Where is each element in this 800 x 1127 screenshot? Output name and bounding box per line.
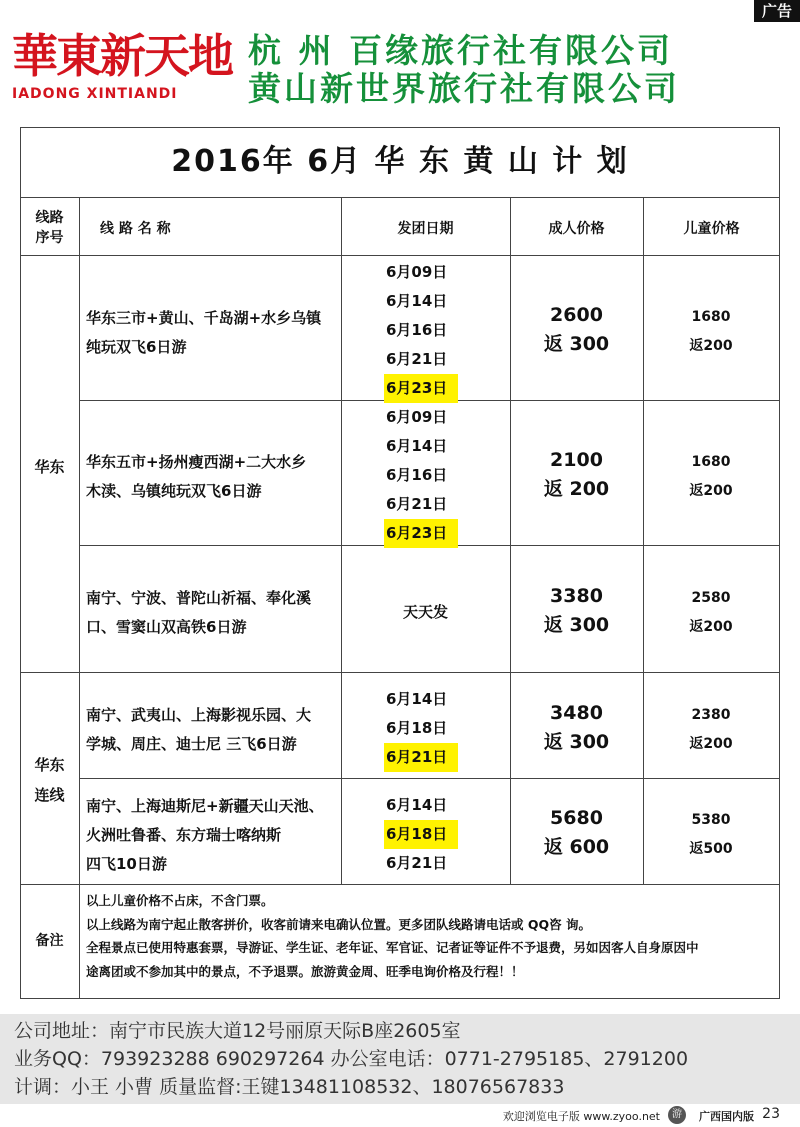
header bbox=[0, 22, 800, 110]
adult-price: 3480 返 300 bbox=[543, 702, 610, 753]
company-address: 公司地址：南宁市民族大道12号丽原天际B座2605室 bbox=[14, 1020, 461, 1042]
departure-date: 6月16日 bbox=[386, 466, 448, 484]
note-line: 以上儿童价格不占床，不含门票。 bbox=[86, 893, 274, 908]
departure-date-highlighted: 6月23日 bbox=[384, 519, 458, 548]
departure-date-highlighted: 6月23日 bbox=[384, 374, 458, 403]
grid-line bbox=[79, 778, 780, 779]
departure-date: 6月09日 bbox=[386, 408, 448, 426]
departure-daily: 天天发 bbox=[402, 603, 448, 621]
grid-line bbox=[20, 255, 780, 256]
departure-dates bbox=[384, 403, 458, 548]
child-price: 2380 返200 bbox=[689, 707, 733, 752]
note-line: 全程景点已使用特惠套票，导游证、学生证、老年证、军官证、记者证等证件不予退费，另如因客人自身原因中 bbox=[86, 940, 699, 955]
note-line: 途离团或不参加其中的景点，不予退票。旅游黄金周、旺季电询价格及行程！！ bbox=[86, 963, 524, 979]
child-price: 1680 返200 bbox=[689, 309, 733, 354]
website-text: 欢迎浏览电子版 www.zyoo.net bbox=[502, 1110, 660, 1123]
departure-date-highlighted: 6月18日 bbox=[384, 820, 458, 849]
route-name: 南宁、宁波、普陀山祈福、奉化溪 口、雪窦山双高铁6日游 bbox=[86, 589, 312, 636]
company-name-2: 黄山新世界旅行社有限公司 bbox=[248, 69, 680, 108]
company-name-1: 杭 州 百缘旅行社有限公司 bbox=[248, 31, 673, 70]
departure-dates bbox=[384, 685, 458, 772]
page-number: 23 bbox=[762, 1106, 780, 1122]
note-line: 以上线路为南宁起止散客拼价，收客前请来电确认位置。更多团队线路请电话或 QQ咨 询。 bbox=[86, 916, 591, 932]
departure-dates bbox=[384, 258, 458, 403]
adult-price: 3380 返 300 bbox=[543, 585, 610, 636]
notes-label: 备注 bbox=[35, 933, 64, 949]
departure-date: 6月14日 bbox=[386, 437, 448, 455]
child-price: 1680 返200 bbox=[689, 454, 733, 499]
departure-date: 6月21日 bbox=[386, 495, 448, 513]
column-header-adult: 成人价格 bbox=[548, 221, 605, 237]
grid-line bbox=[20, 197, 780, 198]
departure-date: 6月14日 bbox=[386, 690, 448, 708]
child-price: 5380 返500 bbox=[689, 812, 733, 857]
page-bottom-bar bbox=[0, 1104, 800, 1127]
departure-date: 6月21日 bbox=[386, 350, 448, 368]
contact-footer bbox=[0, 1014, 800, 1104]
column-header-seq: 线路 序号 bbox=[35, 210, 64, 246]
ad-tag: 广告 bbox=[754, 0, 800, 22]
departure-date: 6月18日 bbox=[386, 719, 448, 737]
edition-label: 广西国内版 bbox=[699, 1110, 754, 1123]
route-name: 华东五市+扬州瘦西湖+二大水乡 木渎、乌镇纯玩双飞6日游 bbox=[86, 453, 307, 500]
contact-numbers: 业务QQ：793923288 690297264 办公室电话：0771-2795185、2791200 bbox=[14, 1048, 689, 1070]
route-name: 南宁、武夷山、上海影视乐园、大 学城、周庄、迪士尼 三飞6日游 bbox=[86, 706, 312, 753]
route-name: 南宁、上海迪斯尼+新疆天山天池、 火洲吐鲁番、东方瑞士喀纳斯 四飞10日游 bbox=[86, 797, 324, 873]
grid-line bbox=[79, 197, 80, 999]
notes bbox=[86, 889, 776, 983]
group-label-huadong: 华东 bbox=[34, 458, 65, 476]
staff-contacts: 计调：小王 小曹 质量监督:王键13481108532、18076567833 bbox=[14, 1076, 565, 1098]
departure-date: 6月21日 bbox=[386, 854, 448, 872]
departure-date: 6月16日 bbox=[386, 321, 448, 339]
publisher-badge-icon: 游 bbox=[668, 1106, 686, 1124]
column-header-date: 发团日期 bbox=[397, 221, 454, 237]
departure-dates bbox=[384, 791, 458, 878]
group-label-huadong-lianxian: 华东 连线 bbox=[34, 756, 65, 804]
adult-price: 2600 返 300 bbox=[543, 304, 610, 355]
logo-subtitle: IADONG XINTIANDI bbox=[12, 86, 178, 102]
grid-line bbox=[643, 197, 644, 884]
child-price: 2580 返200 bbox=[689, 590, 733, 635]
departure-date: 6月09日 bbox=[386, 263, 448, 281]
grid-line bbox=[341, 197, 342, 884]
departure-date-highlighted: 6月21日 bbox=[384, 743, 458, 772]
adult-price: 5680 返 600 bbox=[543, 807, 610, 858]
route-name: 华东三市+黄山、千岛湖+水乡乌镇 纯玩双飞6日游 bbox=[86, 309, 322, 356]
grid-line bbox=[20, 672, 780, 673]
logo-text: 華東新天地 bbox=[12, 29, 232, 83]
column-header-child: 儿童价格 bbox=[683, 221, 740, 237]
column-header-name: 线 路 名 称 bbox=[100, 221, 171, 237]
departure-date: 6月14日 bbox=[386, 796, 448, 814]
departure-date: 6月14日 bbox=[386, 292, 448, 310]
grid-line bbox=[20, 884, 780, 885]
page-title: 2016年 6月 华 东 黄 山 计 划 bbox=[171, 144, 629, 179]
adult-price: 2100 返 200 bbox=[543, 449, 610, 500]
